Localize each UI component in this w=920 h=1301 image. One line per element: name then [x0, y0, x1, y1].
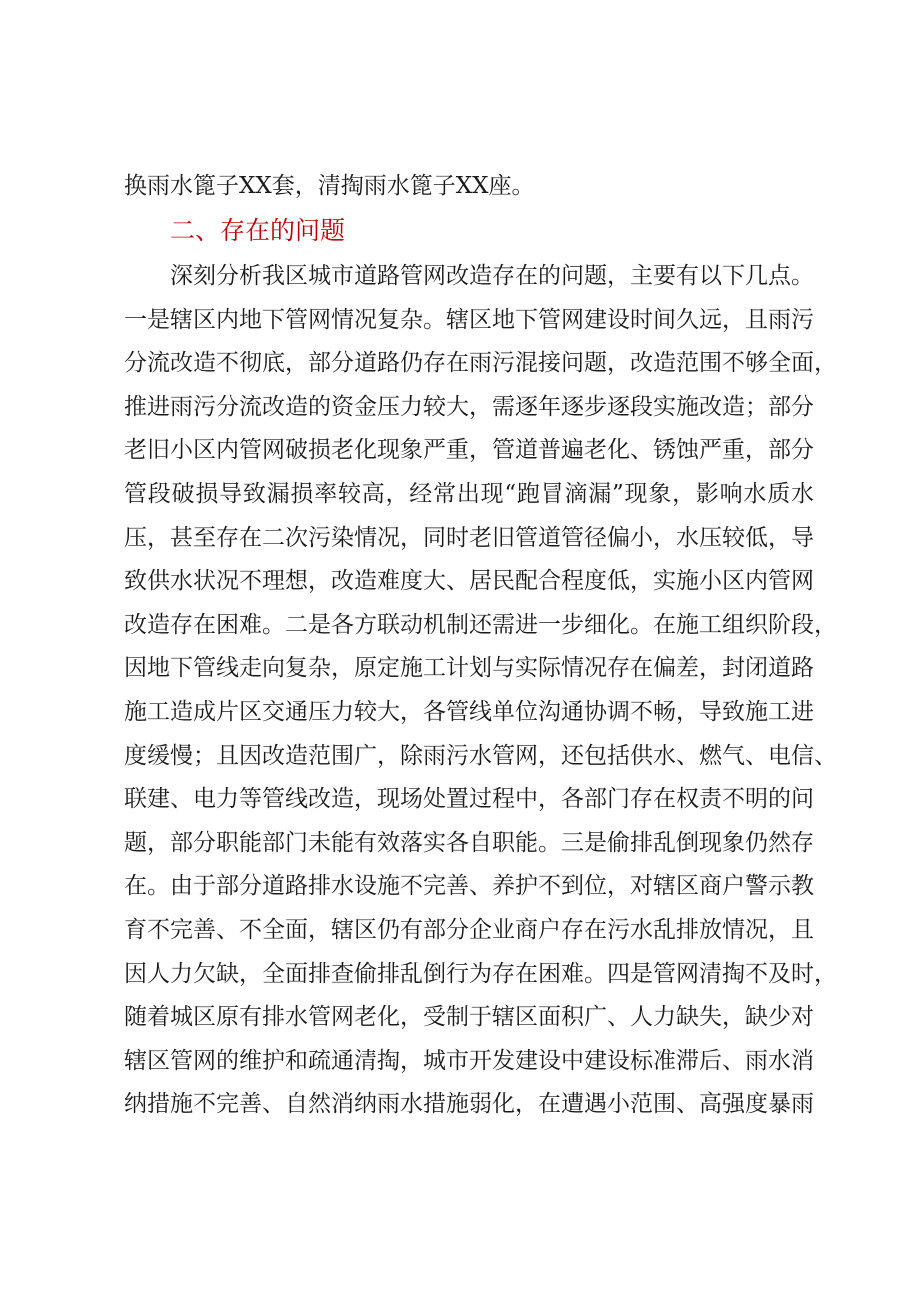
paragraph-line: 辖区管网的维护和疏通清掏，城市开发建设中建设标准滞后、雨水消 — [124, 1047, 814, 1074]
paragraph-line: 题，部分职能部门未能有效落实各自职能。三是偷排乱倒现象仍然存 — [124, 829, 814, 856]
paragraph-line: 因地下管线走向复杂，原定施工计划与实际情况存在偏差，封闭道路 — [124, 655, 814, 682]
paragraph-line: 老旧小区内管网破损老化现象严重，管道普遍老化、锈蚀严重，部分 — [124, 437, 814, 464]
paragraph-line: 深刻分析我区城市道路管网改造存在的问题，主要有以下几点。 — [170, 263, 814, 289]
paragraph-line: 改造存在困难。二是各方联动机制还需进一步细化。在施工组织阶段， — [124, 611, 837, 638]
paragraph-line: 致供水状况不理想，改造难度大、居民配合程度低，实施小区内管网 — [124, 568, 814, 595]
paragraph-line: 联建、电力等管线改造，现场处置过程中，各部门存在权责不明的问 — [124, 786, 814, 813]
paragraph-line: 管段破损导致漏损率较高，经常出现“跑冒滴漏”现象，影响水质水 — [124, 481, 814, 507]
paragraph-line: 在。由于部分道路排水设施不完善、养护不到位，对辖区商户警示教 — [124, 873, 814, 900]
paragraph-line: 一是辖区内地下管网情况复杂。辖区地下管网建设时间久远，且雨污 — [124, 306, 814, 333]
paragraph-line: 纳措施不完善、自然消纳雨水措施弱化，在遭遇小范围、高强度暴雨 — [124, 1091, 814, 1118]
paragraph-line: 施工造成片区交通压力较大，各管线单位沟通协调不畅，导致施工进 — [124, 699, 814, 725]
paragraph-line: 推进雨污分流改造的资金压力较大，需逐年逐步逐段实施改造；部分 — [124, 393, 814, 420]
paragraph-line: 随着城区原有排水管网老化，受制于辖区面积广、人力缺失，缺少对 — [124, 1004, 814, 1031]
paragraph-line: 度缓慢；且因改造范围广，除雨污水管网，还包括供水、燃气、电信、 — [124, 742, 837, 769]
paragraph-line: 压，甚至存在二次污染情况，同时老旧管道管径偏小，水压较低，导 — [124, 524, 814, 551]
lead-line: 换雨水篦子XX套，清掏雨水篦子XX座。 — [124, 173, 535, 199]
section-heading: 二、存在的问题 — [170, 216, 346, 245]
paragraph-line: 分流改造不彻底，部分道路仍存在雨污混接问题，改造范围不够全面， — [124, 350, 837, 377]
paragraph-line: 因人力欠缺，全面排查偷排乱倒行为存在困难。四是管网清掏不及时， — [124, 960, 837, 987]
paragraph-line: 育不完善、不全面，辖区仍有部分企业商户存在污水乱排放情况，且 — [124, 917, 814, 943]
